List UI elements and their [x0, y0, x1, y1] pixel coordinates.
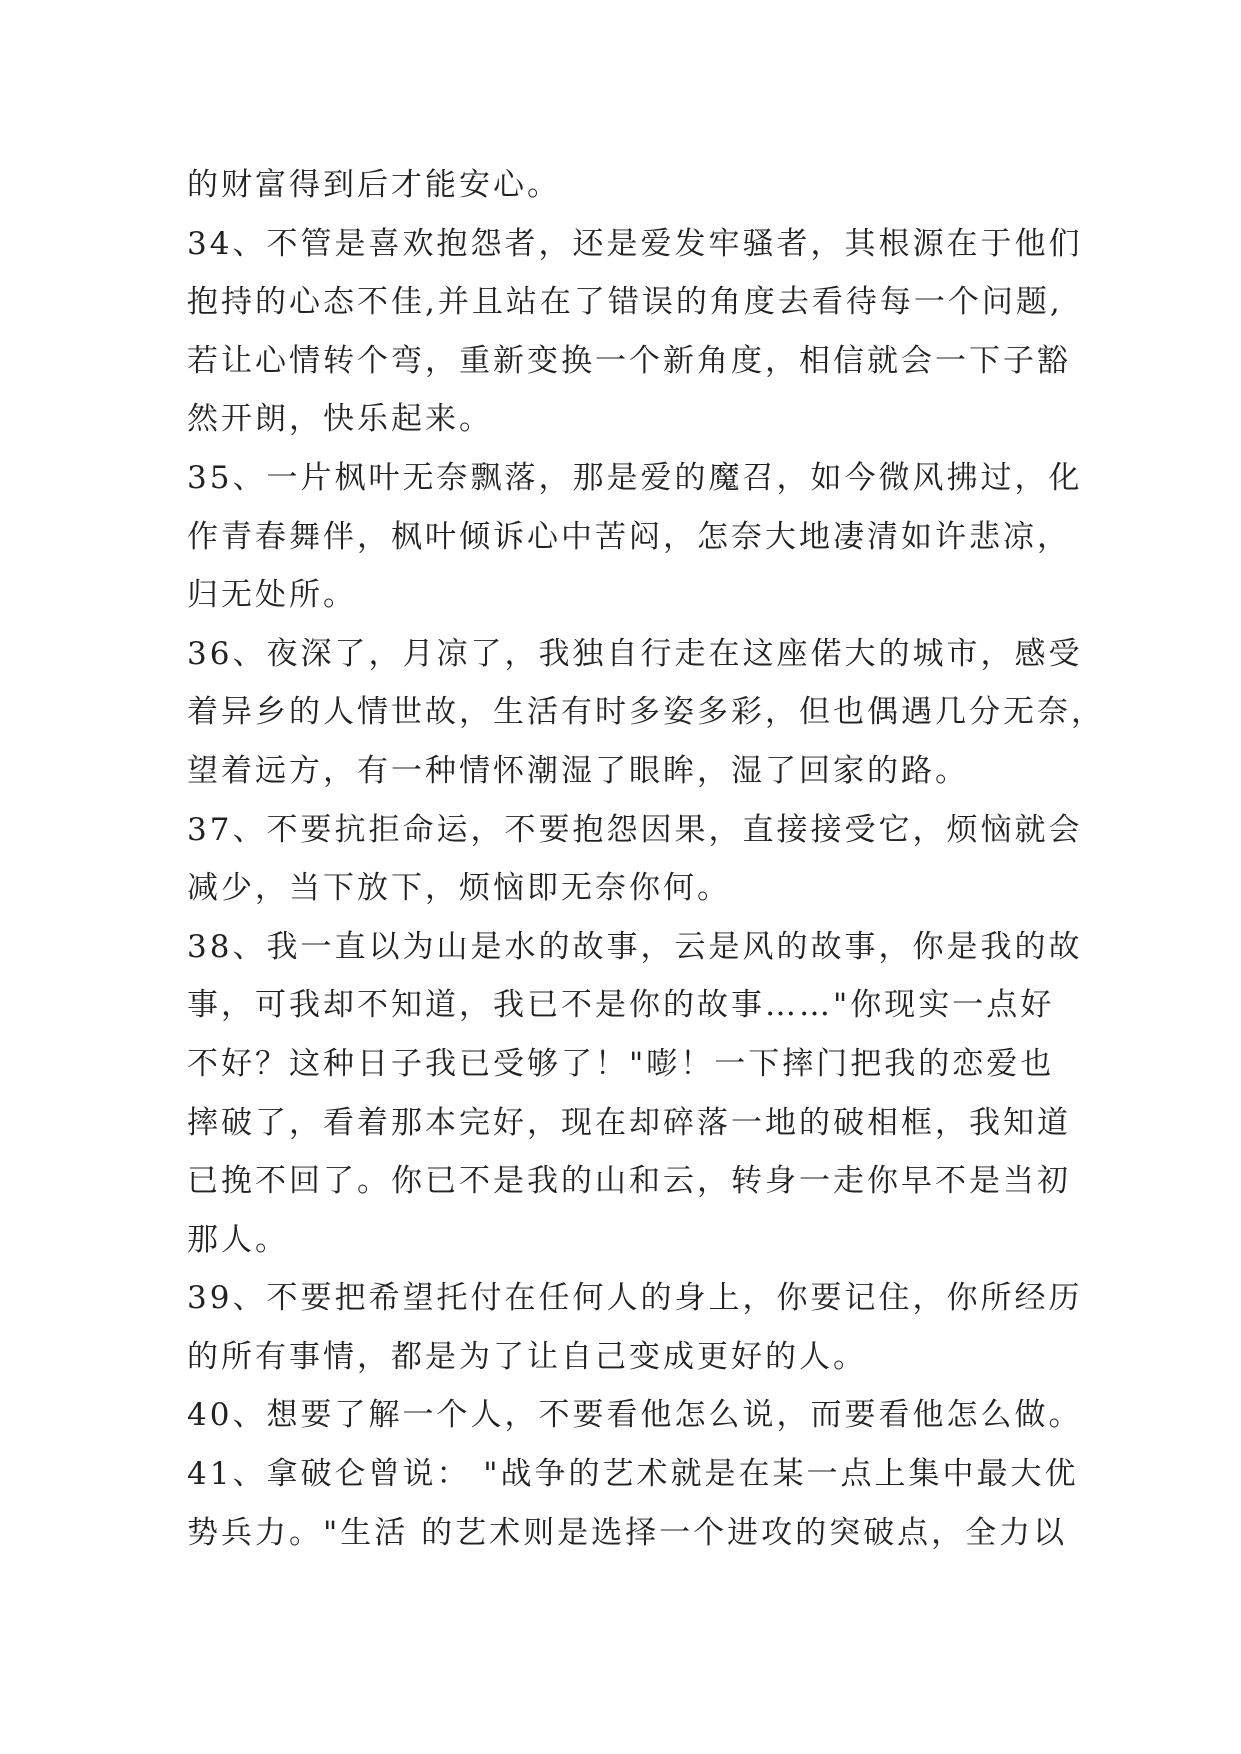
text-line: 势兵力。"生活 的艺术则是选择一个进攻的突破点，全力以	[187, 1514, 1068, 1551]
text-line: 归无处所。	[187, 577, 357, 614]
text-line: 那人。	[187, 1221, 289, 1258]
text-line: 35、一片枫叶无奈飘落，那是爱的魔召，如今微风拂过，化	[187, 459, 1083, 496]
text-line: 36、夜深了，月凉了，我独自行走在这座偌大的城市，感受	[187, 635, 1083, 672]
text-line: 39、不要把希望托付在任何人的身上，你要记住，你所经历	[187, 1280, 1083, 1317]
text-line: 望着远方，有一种情怀潮湿了眼眸，湿了回家的路。	[187, 752, 969, 789]
text-line: 抱持的心态不佳,并且站在了错误的角度去看待每一个问题,	[187, 284, 1063, 321]
text-line: 40、想要了解一个人，不要看他怎么说，而要看他怎么做。	[187, 1397, 1083, 1434]
text-line: 37、不要抗拒命运，不要抱怨因果，直接接受它，烦恼就会	[187, 811, 1083, 848]
text-line: 38、我一直以为山是水的故事，云是风的故事，你是我的故	[187, 928, 1083, 965]
text-line: 摔破了，看着那本完好，现在却碎落一地的破相框，我知道	[187, 1104, 1071, 1141]
text-line: 34、不管是喜欢抱怨者，还是爱发牢骚者，其根源在于他们	[187, 225, 1083, 262]
text-line: 不好？这种日子我已受够了！"嘭！一下摔门把我的恋爱也	[187, 1045, 1055, 1082]
document-body	[187, 156, 1105, 1562]
text-line: 然开朗，快乐起来。	[187, 401, 493, 438]
text-line: 减少，当下放下，烦恼即无奈你何。	[187, 870, 731, 907]
text-line: 的所有事情，都是为了让自己变成更好的人。	[187, 1338, 867, 1375]
text-line: 41、拿破仑曾说： "战争的艺术就是在某一点上集中最大优	[187, 1456, 1079, 1493]
text-line: 作青春舞伴，枫叶倾诉心中苦闷，怎奈大地凄清如许悲凉，	[187, 518, 1071, 555]
text-line: 已挽不回了。你已不是我的山和云，转身一走你早不是当初	[187, 1163, 1071, 1200]
text-line: 事，可我却不知道，我已不是你的故事……"你现实一点好	[187, 987, 1055, 1024]
text-line: 若让心情转个弯，重新变换一个新角度，相信就会一下子豁	[187, 342, 1071, 379]
text-line: 着异乡的人情世故，生活有时多姿多彩，但也偶遇几分无奈，	[187, 694, 1105, 731]
text-line: 的财富得到后才能安心。	[187, 167, 561, 203]
